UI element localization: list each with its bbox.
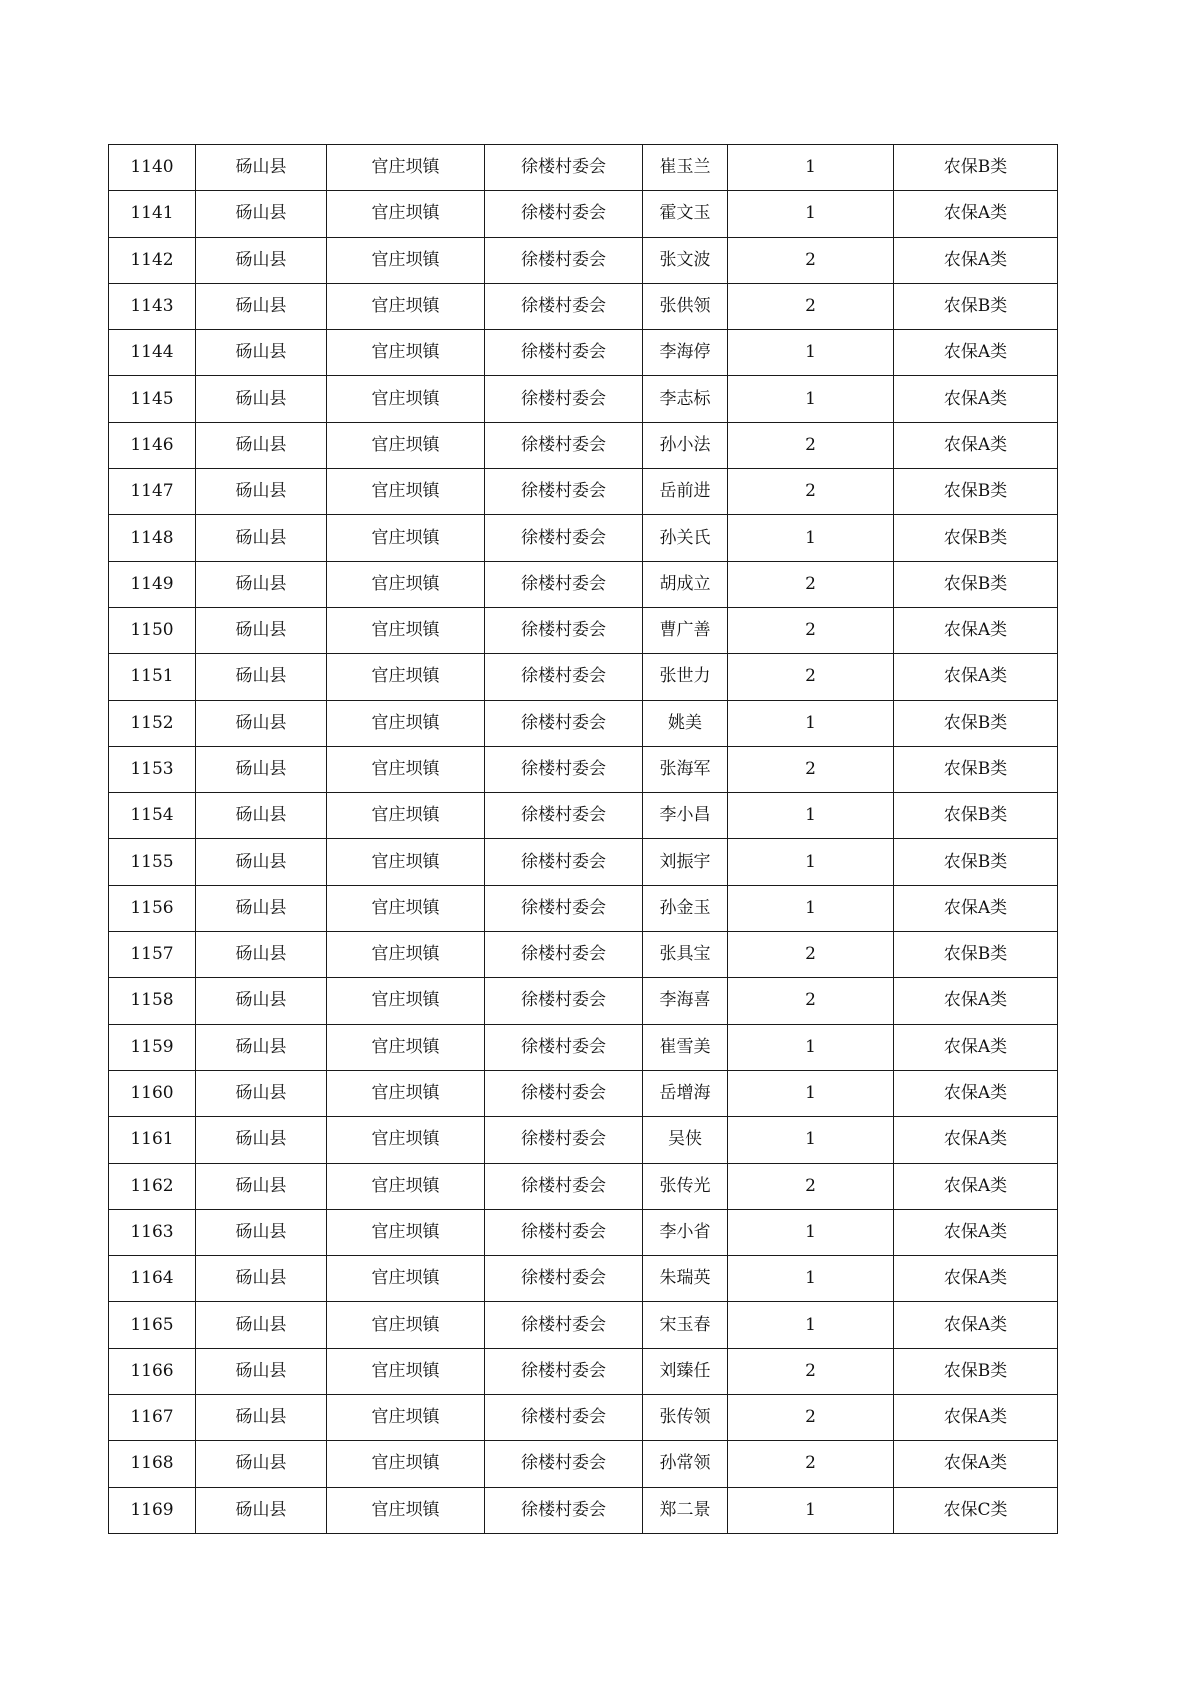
table-row xyxy=(109,978,1058,1024)
cell-serial-number: 1157 xyxy=(109,932,196,978)
cell-name: 崔玉兰 xyxy=(643,145,728,191)
cell-name: 张传领 xyxy=(643,1395,728,1441)
cell-insurance-category: 农保A类 xyxy=(894,1209,1058,1255)
cell-serial-number: 1144 xyxy=(109,330,196,376)
cell-town: 官庄坝镇 xyxy=(327,469,485,515)
cell-village-committee: 徐楼村委会 xyxy=(485,330,643,376)
cell-insurance-category: 农保A类 xyxy=(894,376,1058,422)
cell-name: 岳增海 xyxy=(643,1070,728,1116)
cell-household-count: 1 xyxy=(728,145,894,191)
cell-town: 官庄坝镇 xyxy=(327,422,485,468)
cell-village-committee: 徐楼村委会 xyxy=(485,978,643,1024)
cell-town: 官庄坝镇 xyxy=(327,1302,485,1348)
cell-county: 砀山县 xyxy=(196,700,327,746)
cell-household-count: 1 xyxy=(728,1117,894,1163)
cell-name: 岳前进 xyxy=(643,469,728,515)
cell-name: 朱瑞英 xyxy=(643,1256,728,1302)
cell-village-committee: 徐楼村委会 xyxy=(485,515,643,561)
cell-household-count: 2 xyxy=(728,283,894,329)
cell-household-count: 1 xyxy=(728,700,894,746)
cell-insurance-category: 农保A类 xyxy=(894,237,1058,283)
cell-town: 官庄坝镇 xyxy=(327,1256,485,1302)
cell-town: 官庄坝镇 xyxy=(327,1348,485,1394)
cell-county: 砀山县 xyxy=(196,237,327,283)
cell-county: 砀山县 xyxy=(196,191,327,237)
cell-village-committee: 徐楼村委会 xyxy=(485,1163,643,1209)
cell-county: 砀山县 xyxy=(196,1117,327,1163)
cell-town: 官庄坝镇 xyxy=(327,561,485,607)
table-row xyxy=(109,746,1058,792)
cell-village-committee: 徐楼村委会 xyxy=(485,1302,643,1348)
cell-household-count: 2 xyxy=(728,654,894,700)
cell-county: 砀山县 xyxy=(196,1163,327,1209)
cell-name: 李海停 xyxy=(643,330,728,376)
cell-insurance-category: 农保B类 xyxy=(894,839,1058,885)
cell-name: 张文波 xyxy=(643,237,728,283)
cell-village-committee: 徐楼村委会 xyxy=(485,376,643,422)
cell-county: 砀山县 xyxy=(196,330,327,376)
cell-name: 孙金玉 xyxy=(643,885,728,931)
cell-name: 李志标 xyxy=(643,376,728,422)
cell-serial-number: 1158 xyxy=(109,978,196,1024)
cell-village-committee: 徐楼村委会 xyxy=(485,237,643,283)
cell-county: 砀山县 xyxy=(196,607,327,653)
cell-village-committee: 徐楼村委会 xyxy=(485,1070,643,1116)
table-row xyxy=(109,839,1058,885)
cell-household-count: 1 xyxy=(728,330,894,376)
cell-serial-number: 1152 xyxy=(109,700,196,746)
table-row xyxy=(109,1024,1058,1070)
cell-insurance-category: 农保A类 xyxy=(894,607,1058,653)
cell-household-count: 1 xyxy=(728,885,894,931)
cell-county: 砀山县 xyxy=(196,1487,327,1533)
cell-town: 官庄坝镇 xyxy=(327,237,485,283)
cell-household-count: 1 xyxy=(728,839,894,885)
cell-name: 李小昌 xyxy=(643,793,728,839)
cell-household-count: 1 xyxy=(728,191,894,237)
cell-insurance-category: 农保A类 xyxy=(894,1256,1058,1302)
cell-insurance-category: 农保A类 xyxy=(894,885,1058,931)
roster-table-body xyxy=(109,145,1058,1534)
cell-serial-number: 1150 xyxy=(109,607,196,653)
cell-village-committee: 徐楼村委会 xyxy=(485,607,643,653)
cell-serial-number: 1161 xyxy=(109,1117,196,1163)
cell-county: 砀山县 xyxy=(196,1441,327,1487)
table-row xyxy=(109,191,1058,237)
cell-town: 官庄坝镇 xyxy=(327,746,485,792)
cell-serial-number: 1148 xyxy=(109,515,196,561)
cell-county: 砀山县 xyxy=(196,376,327,422)
cell-name: 胡成立 xyxy=(643,561,728,607)
cell-household-count: 2 xyxy=(728,422,894,468)
cell-serial-number: 1168 xyxy=(109,1441,196,1487)
table-row xyxy=(109,1209,1058,1255)
cell-name: 李海喜 xyxy=(643,978,728,1024)
cell-household-count: 2 xyxy=(728,978,894,1024)
cell-insurance-category: 农保B类 xyxy=(894,469,1058,515)
cell-household-count: 2 xyxy=(728,746,894,792)
cell-village-committee: 徐楼村委会 xyxy=(485,839,643,885)
cell-serial-number: 1145 xyxy=(109,376,196,422)
cell-town: 官庄坝镇 xyxy=(327,191,485,237)
cell-household-count: 2 xyxy=(728,237,894,283)
cell-village-committee: 徐楼村委会 xyxy=(485,283,643,329)
cell-household-count: 1 xyxy=(728,1070,894,1116)
cell-village-committee: 徐楼村委会 xyxy=(485,793,643,839)
cell-town: 官庄坝镇 xyxy=(327,793,485,839)
cell-name: 孙关氏 xyxy=(643,515,728,561)
cell-name: 张具宝 xyxy=(643,932,728,978)
cell-town: 官庄坝镇 xyxy=(327,885,485,931)
cell-insurance-category: 农保B类 xyxy=(894,746,1058,792)
cell-town: 官庄坝镇 xyxy=(327,978,485,1024)
cell-insurance-category: 农保A类 xyxy=(894,330,1058,376)
cell-village-committee: 徐楼村委会 xyxy=(485,1209,643,1255)
cell-village-committee: 徐楼村委会 xyxy=(485,1024,643,1070)
cell-serial-number: 1155 xyxy=(109,839,196,885)
cell-name: 张供领 xyxy=(643,283,728,329)
cell-county: 砀山县 xyxy=(196,746,327,792)
cell-household-count: 2 xyxy=(728,932,894,978)
cell-town: 官庄坝镇 xyxy=(327,1024,485,1070)
cell-county: 砀山县 xyxy=(196,1302,327,1348)
cell-name: 孙常领 xyxy=(643,1441,728,1487)
cell-village-committee: 徐楼村委会 xyxy=(485,746,643,792)
cell-name: 姚美 xyxy=(643,700,728,746)
cell-county: 砀山县 xyxy=(196,654,327,700)
table-row xyxy=(109,1487,1058,1533)
cell-name: 吴侠 xyxy=(643,1117,728,1163)
cell-insurance-category: 农保A类 xyxy=(894,422,1058,468)
cell-county: 砀山县 xyxy=(196,515,327,561)
cell-serial-number: 1167 xyxy=(109,1395,196,1441)
cell-village-committee: 徐楼村委会 xyxy=(485,1117,643,1163)
cell-serial-number: 1147 xyxy=(109,469,196,515)
cell-household-count: 2 xyxy=(728,561,894,607)
cell-town: 官庄坝镇 xyxy=(327,1209,485,1255)
cell-insurance-category: 农保B类 xyxy=(894,145,1058,191)
cell-town: 官庄坝镇 xyxy=(327,376,485,422)
cell-name: 张世力 xyxy=(643,654,728,700)
table-row xyxy=(109,700,1058,746)
table-row xyxy=(109,1441,1058,1487)
cell-serial-number: 1154 xyxy=(109,793,196,839)
cell-name: 霍文玉 xyxy=(643,191,728,237)
table-row xyxy=(109,376,1058,422)
cell-county: 砀山县 xyxy=(196,793,327,839)
cell-town: 官庄坝镇 xyxy=(327,1487,485,1533)
cell-name: 宋玉春 xyxy=(643,1302,728,1348)
cell-town: 官庄坝镇 xyxy=(327,330,485,376)
cell-serial-number: 1143 xyxy=(109,283,196,329)
cell-insurance-category: 农保A类 xyxy=(894,1024,1058,1070)
cell-household-count: 2 xyxy=(728,1395,894,1441)
cell-village-committee: 徐楼村委会 xyxy=(485,1395,643,1441)
cell-insurance-category: 农保B类 xyxy=(894,561,1058,607)
cell-insurance-category: 农保A类 xyxy=(894,191,1058,237)
cell-county: 砀山县 xyxy=(196,885,327,931)
cell-town: 官庄坝镇 xyxy=(327,515,485,561)
cell-town: 官庄坝镇 xyxy=(327,283,485,329)
cell-insurance-category: 农保B类 xyxy=(894,283,1058,329)
cell-town: 官庄坝镇 xyxy=(327,145,485,191)
cell-household-count: 1 xyxy=(728,793,894,839)
table-row xyxy=(109,422,1058,468)
cell-insurance-category: 农保B类 xyxy=(894,515,1058,561)
cell-village-committee: 徐楼村委会 xyxy=(485,1441,643,1487)
cell-serial-number: 1141 xyxy=(109,191,196,237)
cell-household-count: 2 xyxy=(728,607,894,653)
cell-name: 张传光 xyxy=(643,1163,728,1209)
cell-county: 砀山县 xyxy=(196,1070,327,1116)
cell-household-count: 1 xyxy=(728,1024,894,1070)
table-row xyxy=(109,1070,1058,1116)
cell-county: 砀山县 xyxy=(196,1395,327,1441)
cell-household-count: 1 xyxy=(728,515,894,561)
cell-town: 官庄坝镇 xyxy=(327,1441,485,1487)
table-row xyxy=(109,469,1058,515)
cell-insurance-category: 农保A类 xyxy=(894,654,1058,700)
cell-serial-number: 1146 xyxy=(109,422,196,468)
cell-insurance-category: 农保B类 xyxy=(894,1348,1058,1394)
cell-village-committee: 徐楼村委会 xyxy=(485,885,643,931)
cell-serial-number: 1166 xyxy=(109,1348,196,1394)
cell-insurance-category: 农保B类 xyxy=(894,932,1058,978)
cell-insurance-category: 农保A类 xyxy=(894,1302,1058,1348)
cell-serial-number: 1142 xyxy=(109,237,196,283)
cell-insurance-category: 农保C类 xyxy=(894,1487,1058,1533)
cell-serial-number: 1165 xyxy=(109,1302,196,1348)
cell-household-count: 2 xyxy=(728,1348,894,1394)
cell-town: 官庄坝镇 xyxy=(327,607,485,653)
table-row xyxy=(109,283,1058,329)
cell-insurance-category: 农保A类 xyxy=(894,978,1058,1024)
table-row xyxy=(109,561,1058,607)
cell-insurance-category: 农保A类 xyxy=(894,1163,1058,1209)
cell-county: 砀山县 xyxy=(196,1348,327,1394)
cell-name: 曹广善 xyxy=(643,607,728,653)
table-row xyxy=(109,885,1058,931)
cell-county: 砀山县 xyxy=(196,1256,327,1302)
cell-household-count: 1 xyxy=(728,1487,894,1533)
cell-serial-number: 1169 xyxy=(109,1487,196,1533)
table-row xyxy=(109,1395,1058,1441)
cell-village-committee: 徐楼村委会 xyxy=(485,561,643,607)
cell-serial-number: 1159 xyxy=(109,1024,196,1070)
cell-name: 崔雪美 xyxy=(643,1024,728,1070)
table-row xyxy=(109,654,1058,700)
cell-village-committee: 徐楼村委会 xyxy=(485,700,643,746)
cell-name: 张海军 xyxy=(643,746,728,792)
table-row xyxy=(109,793,1058,839)
cell-county: 砀山县 xyxy=(196,1024,327,1070)
cell-village-committee: 徐楼村委会 xyxy=(485,1487,643,1533)
cell-serial-number: 1162 xyxy=(109,1163,196,1209)
cell-household-count: 1 xyxy=(728,1302,894,1348)
cell-serial-number: 1160 xyxy=(109,1070,196,1116)
cell-town: 官庄坝镇 xyxy=(327,1163,485,1209)
cell-county: 砀山县 xyxy=(196,978,327,1024)
cell-serial-number: 1151 xyxy=(109,654,196,700)
cell-name: 刘臻任 xyxy=(643,1348,728,1394)
roster-table xyxy=(108,144,1058,1534)
cell-town: 官庄坝镇 xyxy=(327,1395,485,1441)
cell-name: 郑二景 xyxy=(643,1487,728,1533)
cell-household-count: 2 xyxy=(728,469,894,515)
cell-county: 砀山县 xyxy=(196,932,327,978)
cell-insurance-category: 农保A类 xyxy=(894,1441,1058,1487)
cell-town: 官庄坝镇 xyxy=(327,700,485,746)
cell-county: 砀山县 xyxy=(196,839,327,885)
cell-name: 刘振宇 xyxy=(643,839,728,885)
cell-town: 官庄坝镇 xyxy=(327,1117,485,1163)
cell-village-committee: 徐楼村委会 xyxy=(485,1256,643,1302)
table-row xyxy=(109,1256,1058,1302)
cell-village-committee: 徐楼村委会 xyxy=(485,145,643,191)
cell-town: 官庄坝镇 xyxy=(327,839,485,885)
cell-town: 官庄坝镇 xyxy=(327,654,485,700)
cell-insurance-category: 农保A类 xyxy=(894,1070,1058,1116)
cell-household-count: 1 xyxy=(728,1209,894,1255)
cell-village-committee: 徐楼村委会 xyxy=(485,469,643,515)
cell-village-committee: 徐楼村委会 xyxy=(485,422,643,468)
cell-village-committee: 徐楼村委会 xyxy=(485,932,643,978)
cell-insurance-category: 农保B类 xyxy=(894,700,1058,746)
cell-serial-number: 1156 xyxy=(109,885,196,931)
cell-village-committee: 徐楼村委会 xyxy=(485,191,643,237)
cell-serial-number: 1164 xyxy=(109,1256,196,1302)
cell-serial-number: 1163 xyxy=(109,1209,196,1255)
cell-serial-number: 1153 xyxy=(109,746,196,792)
table-row xyxy=(109,1302,1058,1348)
cell-county: 砀山县 xyxy=(196,422,327,468)
table-row xyxy=(109,515,1058,561)
table-row xyxy=(109,1163,1058,1209)
table-row xyxy=(109,932,1058,978)
cell-village-committee: 徐楼村委会 xyxy=(485,654,643,700)
table-row xyxy=(109,237,1058,283)
cell-serial-number: 1140 xyxy=(109,145,196,191)
table-row xyxy=(109,330,1058,376)
cell-county: 砀山县 xyxy=(196,145,327,191)
cell-village-committee: 徐楼村委会 xyxy=(485,1348,643,1394)
cell-household-count: 2 xyxy=(728,1441,894,1487)
cell-household-count: 1 xyxy=(728,376,894,422)
table-row xyxy=(109,145,1058,191)
cell-household-count: 1 xyxy=(728,1256,894,1302)
cell-town: 官庄坝镇 xyxy=(327,932,485,978)
cell-county: 砀山县 xyxy=(196,283,327,329)
cell-insurance-category: 农保A类 xyxy=(894,1117,1058,1163)
cell-name: 孙小法 xyxy=(643,422,728,468)
cell-name: 李小省 xyxy=(643,1209,728,1255)
cell-town: 官庄坝镇 xyxy=(327,1070,485,1116)
cell-serial-number: 1149 xyxy=(109,561,196,607)
table-row xyxy=(109,1348,1058,1394)
cell-county: 砀山县 xyxy=(196,561,327,607)
cell-insurance-category: 农保B类 xyxy=(894,793,1058,839)
cell-household-count: 2 xyxy=(728,1163,894,1209)
cell-county: 砀山县 xyxy=(196,469,327,515)
table-row xyxy=(109,1117,1058,1163)
table-row xyxy=(109,607,1058,653)
cell-insurance-category: 农保A类 xyxy=(894,1395,1058,1441)
cell-county: 砀山县 xyxy=(196,1209,327,1255)
